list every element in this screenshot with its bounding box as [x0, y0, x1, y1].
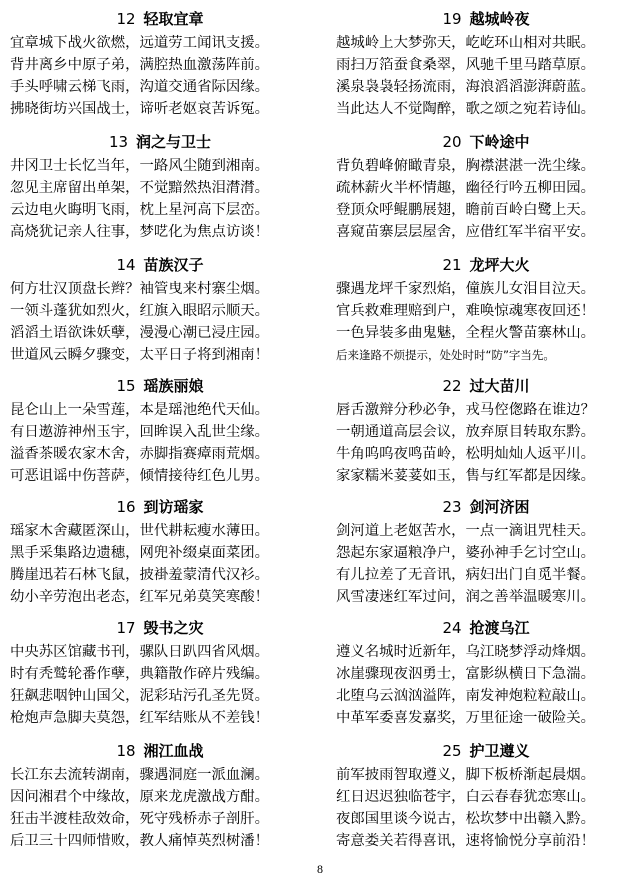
poem-title-text: 到访瑶家 — [143, 498, 204, 516]
poem-line: 红日迟迟独临苍宇，白云春春犹恋寒山。 — [336, 789, 596, 805]
poem-title — [10, 619, 310, 641]
poem-line: 世道风云瞬夕骤变，太平日子将到湘南！ — [10, 347, 270, 363]
poem-line: 疏林薪火半杯情趣，幽径行吟五柳田园。 — [336, 180, 596, 196]
poem-number: 12 — [116, 10, 136, 28]
poem-block — [10, 742, 310, 852]
poem-line: 中革军委喜发嘉奖，万里征途一破险关。 — [336, 710, 596, 726]
poem-line: 狂击半渡桂敌效命，死守残桥赤子剖肝。 — [10, 811, 270, 827]
poem-number: 20 — [442, 133, 462, 151]
poem-line: 夜郎国里谈今说古，松坎梦中出赣入黔。 — [336, 811, 596, 827]
poem-line: 滔滔土语欲诛妖孽，漫漫心潮已浸庄园。 — [10, 325, 270, 341]
poem-line: 背井离乡中原子弟，满腔热血激荡阵前。 — [10, 57, 270, 73]
poem-line: 拂晓街坊兴国战士，谛听老妪哀苦诉冤。 — [10, 101, 270, 117]
poem-line: 手头呼啸云梯飞雨，沟道交通省际因缘。 — [10, 79, 270, 95]
poem-line: 可恶诅谣中伤菩萨，倾情接待红色儿男。 — [10, 468, 270, 484]
poem-title — [10, 377, 310, 399]
poem-title-text: 下岭途中 — [469, 133, 530, 151]
poem-line: 腾崖迅若石林飞鼠，披褂羞蒙清代汉衫。 — [10, 567, 270, 583]
poem-line: 牛角呜呜夜鸣苗岭，松明灿灿人返平川。 — [336, 446, 596, 462]
poem-title — [336, 498, 636, 520]
poem-note-line: 后来逢路不烦提示，处处时时“防”字当先。 — [336, 348, 555, 362]
poem-line: 遵义名城时近新年，乌江晓梦浮动烽烟。 — [336, 644, 596, 660]
poem-number: 22 — [442, 377, 462, 395]
page-number: 8 — [317, 862, 323, 876]
poem-line: 冰崖骤现夜泅勇士，富影纵横日下急湍。 — [336, 666, 596, 682]
poem-line: 官兵救难理赔到户，难唤惊魂寒夜回还！ — [336, 303, 596, 319]
poem-number: 21 — [442, 256, 462, 274]
poem-title-text: 过大苗川 — [469, 377, 530, 395]
poem-line: 长江东去流转湖南，骤遇洞庭一派血澜。 — [10, 767, 270, 783]
poem-line: 云边电火晦明飞雨，枕上星河高下层峦。 — [10, 202, 270, 218]
poem-title — [10, 498, 310, 520]
poem-title-text: 瑶族丽娘 — [143, 377, 204, 395]
poem-number: 17 — [116, 619, 136, 637]
poem-number: 19 — [442, 10, 462, 28]
poem-title-text: 龙坪大火 — [469, 256, 530, 274]
poem-line: 狂飙悲咽钟山国父，泥彩玷污孔圣先贤。 — [10, 688, 270, 704]
poem-title-text: 毁书之灾 — [143, 619, 204, 637]
poem-line: 寄意娄关若得喜讯，速将愉悦分享前沿！ — [336, 833, 596, 849]
poem-title — [10, 133, 310, 155]
poem-line: 有日遨游神州玉宇，回眸误入乱世尘缘。 — [10, 424, 270, 440]
poem-title-text: 剑河济困 — [469, 498, 530, 516]
poem-line: 唇舌激辩分秒必争，戎马倥偬路在谁边？ — [336, 402, 596, 418]
poem-title-text: 润之与卫士 — [136, 133, 212, 151]
poem-line: 何方壮汉顶盘长辫？袖管曳来村寨尘烟。 — [10, 281, 270, 297]
poem-line: 时有秃鹫轮番作孽，典籍散作碎片残编。 — [10, 666, 270, 682]
poem-line: 高烧犹记亲人往事，梦呓化为焦点访谈！ — [10, 224, 270, 240]
poem-title — [10, 742, 310, 764]
poem-title-text: 抢渡乌江 — [469, 619, 530, 637]
poem-block — [10, 10, 310, 120]
poem-line: 溢香茶暖农家木舍，赤脚指赛瘴雨荒烟。 — [10, 446, 270, 462]
poem-number: 16 — [116, 498, 136, 516]
poem-number: 18 — [116, 742, 136, 760]
poem-title — [336, 742, 636, 764]
poem-title — [10, 10, 310, 32]
poem-line: 越城岭上大梦弥天，屹屹环山相对共眠。 — [336, 35, 596, 51]
poem-line: 黑手采集路边遗穗，网兜补缀桌面菜团。 — [10, 545, 270, 561]
poem-block — [10, 619, 310, 729]
poem-title-text: 轻取宜章 — [143, 10, 204, 28]
poem-line: 因问湘君个中缘故，原来龙虎激战方酣。 — [10, 789, 270, 805]
poem-title — [336, 619, 636, 641]
poem-line: 后卫三十四师惜败，教人痛悼英烈树潘！ — [10, 833, 270, 849]
poem-line: 昆仑山上一朵雪莲，本是瑶池绝代天仙。 — [10, 402, 270, 418]
poem-line: 枪炮声急脚夫莫怨，红军结账从不差钱！ — [10, 710, 270, 726]
poem-line: 有儿拉差了无音讯，病妇出门自觅半餐。 — [336, 567, 596, 583]
poem-line: 骤遇龙坪千家烈焰，僮族儿女泪目泣天。 — [336, 281, 596, 297]
poem-number: 23 — [442, 498, 462, 516]
poem-line: 幼小辛劳泡出老态，红军兄弟莫笑寒酸！ — [10, 589, 270, 605]
poem-line: 井冈卫士长忆当年，一路风尘随到湘南。 — [10, 158, 270, 174]
poem-number: 15 — [116, 377, 136, 395]
poem-line: 风雪凄迷红军过问，润之善举温暖寒川。 — [336, 589, 596, 605]
poem-block — [336, 498, 636, 608]
poem-line: 瑶家木舍藏匿深山，世代耕耘瘦水薄田。 — [10, 523, 270, 539]
poem-number: 24 — [442, 619, 462, 637]
poem-block — [336, 256, 636, 366]
poem-title — [336, 10, 636, 32]
poem-block — [336, 10, 636, 120]
poem-title — [10, 256, 310, 278]
poem-line: 溪泉袅袅轻扬流雨，海浪滔滔澎湃蔚蓝。 — [336, 79, 596, 95]
poem-line: 一朝通道高层会议，放弃原目转取东黔。 — [336, 424, 596, 440]
poem-line: 背负碧峰俯瞰青泉，胸襟湛湛一洗尘缘。 — [336, 158, 596, 174]
poem-title-text: 护卫遵义 — [469, 742, 530, 760]
poem-number: 14 — [116, 256, 136, 274]
poem-line: 一领斗蓬犹如烈火，红旗入眼昭示顺天。 — [10, 303, 270, 319]
poem-line: 一色异装多曲鬼魅，全程火警苗寨林山。 — [336, 325, 596, 341]
poem-line: 家家糯米荽荽如玉，售与红军都是因缘。 — [336, 468, 596, 484]
poem-title-text: 苗族汉子 — [143, 256, 204, 274]
poem-line: 忽见主席留出单架，不觉黯然热泪潸潸。 — [10, 180, 270, 196]
poem-title — [336, 133, 636, 155]
poem-block — [10, 133, 310, 243]
poem-title-text: 湘江血战 — [143, 742, 204, 760]
poem-title — [336, 377, 636, 399]
poem-block — [10, 256, 310, 366]
poem-block — [336, 377, 636, 487]
poem-line: 当此达人不觉陶醉，歌之颂之宛若诗仙。 — [336, 101, 596, 117]
poem-line: 前军披雨智取遵义，脚下板桥渐起晨烟。 — [336, 767, 596, 783]
poem-number: 25 — [442, 742, 462, 760]
poem-title-text: 越城岭夜 — [469, 10, 530, 28]
poem-line: 中央苏区馆藏书刊，骡队日趴四省风烟。 — [10, 644, 270, 660]
poem-block — [336, 133, 636, 243]
poem-line: 北堕乌云汹汹溢阵，南发神炮粒粒敲山。 — [336, 688, 596, 704]
poem-block — [10, 377, 310, 487]
poem-line: 宜章城下战火欲燃，远道劳工闻讯支援。 — [10, 35, 270, 51]
poem-number: 13 — [108, 133, 129, 151]
poem-block — [10, 498, 310, 608]
poem-block — [336, 619, 636, 729]
poem-title — [336, 256, 636, 278]
poem-block — [336, 742, 636, 852]
poem-line: 雨扫万箔蚕食桑翠，风驰千里马踏草原。 — [336, 57, 596, 73]
poem-line: 怨起东家逼粮净户，婆孙神手乞讨空山。 — [336, 545, 596, 561]
poem-line: 剑河道上老妪苦水，一点一滴诅咒桂天。 — [336, 523, 596, 539]
poem-line: 登顶众呼鲲鹏展翅，瞻前百岭白鹭上天。 — [336, 202, 596, 218]
poem-line: 喜窥苗寨层层屋舍，应借红军半宿平安。 — [336, 224, 596, 240]
